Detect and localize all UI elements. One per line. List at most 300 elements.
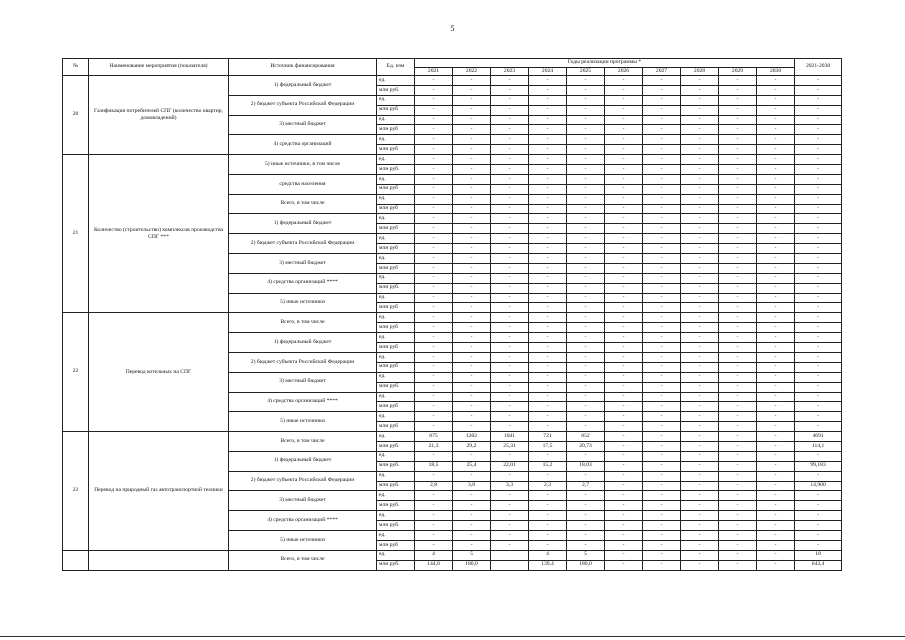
unit-cell: млн руб. [377,481,415,491]
financing-source: 3) местный бюджет [229,491,377,511]
year-value-cell: - [643,471,681,481]
year-value-cell: - [567,273,605,283]
unit-cell: млн руб. [377,461,415,471]
unit-cell: млн руб [377,125,415,135]
year-value-cell: 1202 [453,432,491,442]
unit-cell: млн руб [377,303,415,313]
year-value-cell: - [453,491,491,501]
year-value-cell: - [453,224,491,234]
year-value-cell: - [415,471,453,481]
year-value-cell: - [491,273,529,283]
year-value-cell: - [757,105,795,115]
year-value-cell: - [529,333,567,343]
year-value-cell: - [643,234,681,244]
year-value-cell: - [757,511,795,521]
financing-source: Всего, в том числе [229,432,377,452]
year-value-cell: - [415,362,453,372]
year-value-cell: - [453,135,491,145]
year-value-cell: - [491,362,529,372]
year-value-cell: 5 [567,550,605,560]
year-value-cell: - [643,76,681,86]
total-value-cell: - [795,352,842,362]
year-value-cell: - [567,95,605,105]
year-value-cell: - [453,125,491,135]
year-value-cell: - [681,560,719,570]
year-value-cell: - [415,303,453,313]
year-value-cell: - [643,422,681,432]
year-value-cell: - [491,521,529,531]
year-value-cell: - [757,95,795,105]
financing-source: 2) бюджет субъекта Российской Федерации [229,471,377,491]
year-value-cell: - [643,432,681,442]
year-value-cell: - [491,422,529,432]
year-value-cell: - [719,481,757,491]
year-value-cell: - [567,155,605,165]
year-value-cell: - [567,85,605,95]
year-value-cell: - [453,501,491,511]
year-value-cell: - [757,145,795,155]
year-value-cell: - [453,540,491,550]
year-value-cell: - [567,333,605,343]
total-value-cell: - [795,184,842,194]
year-value-cell: - [719,382,757,392]
year-value-cell: - [605,283,643,293]
year-value-cell: 1041 [491,432,529,442]
year-value-cell: - [757,461,795,471]
year-value-cell: - [605,501,643,511]
year-value-cell: - [681,214,719,224]
year-value-cell: - [605,155,643,165]
year-value-cell: - [415,283,453,293]
year-value-cell: - [491,194,529,204]
year-value-cell: - [567,511,605,521]
year-value-cell: - [567,293,605,303]
year-value-cell: - [453,313,491,323]
total-value-cell: - [795,382,842,392]
year-value-cell: 144,0 [415,560,453,570]
year-value-cell: - [529,184,567,194]
year-value-cell: - [491,263,529,273]
unit-cell: ед. [377,333,415,343]
year-value-cell: - [567,135,605,145]
year-value-cell: - [415,224,453,234]
unit-cell: ед. [377,372,415,382]
year-value-cell: - [643,560,681,570]
year-value-cell: - [491,372,529,382]
unit-cell: ед. [377,491,415,501]
year-value-cell: - [453,382,491,392]
year-value-cell: - [757,432,795,442]
year-value-cell: - [567,451,605,461]
year-value-cell: - [415,135,453,145]
year-value-cell: - [415,184,453,194]
year-value-cell: - [529,362,567,372]
year-value-cell: - [415,115,453,125]
year-value-cell: - [643,174,681,184]
year-value-cell: - [643,85,681,95]
unit-cell: млн руб. [377,165,415,175]
year-value-cell: - [757,422,795,432]
year-value-cell: 15,2 [529,461,567,471]
year-value-cell: - [757,155,795,165]
year-value-cell: - [491,214,529,224]
year-value-cell: - [757,165,795,175]
year-value-cell: - [605,293,643,303]
year-value-cell: - [567,165,605,175]
year-value-cell: - [681,540,719,550]
year-value-cell: - [605,313,643,323]
year-value-cell: - [605,145,643,155]
year-value-cell: - [605,224,643,234]
year-value-cell: 18,5 [415,461,453,471]
year-value-cell: - [567,412,605,422]
year-value-cell: 2,3 [529,481,567,491]
financing-source: 3) местный бюджет [229,115,377,135]
year-value-cell: - [453,392,491,402]
unit-cell: ед. [377,392,415,402]
header-year: 2025 [567,68,605,76]
year-value-cell: - [719,105,757,115]
year-value-cell: - [757,224,795,234]
year-value-cell: - [415,521,453,531]
year-value-cell: - [681,432,719,442]
year-value-cell: - [529,501,567,511]
year-value-cell: - [453,234,491,244]
year-value-cell: - [757,184,795,194]
year-value-cell: - [567,362,605,372]
total-value-cell: - [795,254,842,264]
total-value-cell: - [795,293,842,303]
year-value-cell: - [643,392,681,402]
unit-cell: ед. [377,293,415,303]
year-value-cell: - [491,451,529,461]
year-value-cell: - [719,343,757,353]
year-value-cell: - [719,85,757,95]
year-value-cell: - [529,224,567,234]
year-value-cell: - [719,392,757,402]
year-value-cell: - [415,412,453,422]
year-value-cell: - [719,224,757,234]
year-value-cell: - [529,343,567,353]
year-value-cell: - [719,323,757,333]
year-value-cell: - [567,303,605,313]
year-value-cell: - [719,471,757,481]
year-value-cell: - [643,511,681,521]
financing-source: 2) бюджет субъекта Российской Федерации [229,234,377,254]
year-value-cell: - [453,174,491,184]
year-value-cell: - [415,214,453,224]
year-value-cell: - [567,402,605,412]
year-value-cell: - [453,451,491,461]
year-value-cell: - [453,155,491,165]
unit-cell: млн руб [377,244,415,254]
year-value-cell: - [491,303,529,313]
year-value-cell: - [567,491,605,501]
year-value-cell: - [605,184,643,194]
unit-cell: млн руб [377,362,415,372]
year-value-cell: - [643,313,681,323]
unit-cell: млн руб [377,402,415,412]
year-value-cell: - [719,372,757,382]
year-value-cell: - [757,135,795,145]
year-value-cell: - [719,204,757,214]
unit-cell: млн руб [377,184,415,194]
year-value-cell: - [491,224,529,234]
total-value-cell: - [795,303,842,313]
year-value-cell: - [567,204,605,214]
year-value-cell: - [757,174,795,184]
year-value-cell: - [453,521,491,531]
year-value-cell: - [681,263,719,273]
year-value-cell: - [453,263,491,273]
total-value-cell: - [795,263,842,273]
year-value-cell: - [643,204,681,214]
year-value-cell: - [529,283,567,293]
year-value-cell: - [719,283,757,293]
year-value-cell: 4 [415,550,453,560]
year-value-cell: - [567,283,605,293]
year-value-cell: - [643,521,681,531]
total-value-cell: - [795,145,842,155]
financing-source: 4) средства организаций **** [229,392,377,412]
year-value-cell: - [605,343,643,353]
year-value-cell: - [529,313,567,323]
year-value-cell: - [719,451,757,461]
financing-source: 5) иные источники [229,293,377,313]
header-year: 2027 [643,68,681,76]
year-value-cell: 21,3 [415,441,453,451]
year-value-cell: - [643,372,681,382]
year-value-cell: - [491,343,529,353]
year-value-cell: - [719,135,757,145]
year-value-cell: - [681,115,719,125]
year-value-cell: - [757,362,795,372]
year-value-cell: - [605,392,643,402]
measure-number: 20 [63,76,89,155]
year-value-cell: - [719,76,757,86]
year-value-cell: - [453,283,491,293]
total-value-cell: - [795,451,842,461]
unit-cell: млн руб. [377,382,415,392]
year-value-cell: - [415,76,453,86]
year-value-cell: - [605,540,643,550]
year-value-cell: - [719,244,757,254]
year-value-cell: - [681,224,719,234]
year-value-cell: - [491,174,529,184]
year-value-cell: - [415,105,453,115]
year-value-cell: - [681,174,719,184]
year-value-cell: - [643,323,681,333]
year-value-cell: - [605,471,643,481]
year-value-cell: - [529,263,567,273]
unit-cell: ед. [377,550,415,560]
table-row [63,76,842,86]
year-value-cell: - [605,165,643,175]
year-value-cell: - [529,352,567,362]
year-value-cell: - [491,95,529,105]
total-value-cell: - [795,362,842,372]
year-value-cell: - [757,323,795,333]
year-value-cell: - [719,184,757,194]
year-value-cell: - [491,352,529,362]
year-value-cell: - [491,135,529,145]
year-value-cell: - [453,184,491,194]
total-value-cell: - [795,313,842,323]
year-value-cell: - [643,540,681,550]
year-value-cell: - [643,333,681,343]
year-value-cell: - [415,402,453,412]
year-value-cell: - [415,95,453,105]
year-value-cell: - [529,273,567,283]
year-value-cell: - [643,352,681,362]
year-value-cell: - [491,204,529,214]
year-value-cell: - [719,461,757,471]
total-value-cell: - [795,521,842,531]
unit-cell: ед. [377,432,415,442]
table-row [63,550,842,560]
year-value-cell: - [605,194,643,204]
header-year: 2024 [529,68,567,76]
unit-cell: млн руб. [377,441,415,451]
year-value-cell: - [681,471,719,481]
total-value-cell: - [795,135,842,145]
financing-source: 1) федеральный бюджет [229,451,377,471]
year-value-cell: - [605,125,643,135]
year-value-cell: - [719,95,757,105]
year-value-cell: - [757,244,795,254]
year-value-cell: - [643,412,681,422]
year-value-cell: - [605,441,643,451]
financing-source: 4) средства организаций **** [229,273,377,293]
year-value-cell: - [529,471,567,481]
year-value-cell: - [757,234,795,244]
year-value-cell: - [415,194,453,204]
program-table-sheet [62,58,839,628]
year-value-cell: - [491,313,529,323]
year-value-cell: - [453,412,491,422]
year-value-cell: - [605,303,643,313]
year-value-cell: - [719,214,757,224]
year-value-cell: - [567,105,605,115]
header-unit: Ед. изм [377,59,415,76]
total-value-cell: - [795,85,842,95]
unit-cell: млн руб [377,204,415,214]
unit-cell: ед. [377,530,415,540]
year-value-cell: - [681,481,719,491]
year-value-cell: - [605,85,643,95]
year-value-cell: - [681,234,719,244]
table-row [63,432,842,442]
header-years-caption: Годы реализации программы * [415,59,795,68]
year-value-cell: - [719,273,757,283]
year-value-cell: - [415,165,453,175]
year-value-cell [491,560,529,570]
year-value-cell: - [529,174,567,184]
year-value-cell: - [453,530,491,540]
year-value-cell: - [681,95,719,105]
year-value-cell: - [605,362,643,372]
year-value-cell: - [643,481,681,491]
financing-source: 3) местный бюджет [229,372,377,392]
unit-cell: ед. [377,234,415,244]
year-value-cell: - [643,214,681,224]
year-value-cell: - [567,115,605,125]
table-row [63,313,842,323]
year-value-cell: - [567,521,605,531]
year-value-cell: - [719,155,757,165]
year-value-cell: - [415,323,453,333]
year-value-cell: - [757,125,795,135]
year-value-cell: - [567,76,605,86]
year-value-cell: - [605,234,643,244]
total-value-cell: - [795,392,842,402]
year-value-cell: - [491,145,529,155]
year-value-cell: - [757,214,795,224]
year-value-cell: - [719,174,757,184]
year-value-cell: - [757,194,795,204]
unit-cell: млн руб. [377,283,415,293]
year-value-cell: - [453,105,491,115]
year-value-cell: - [757,115,795,125]
year-value-cell: - [605,95,643,105]
year-value-cell: - [605,402,643,412]
year-value-cell: - [681,372,719,382]
financing-source: Всего, в том числе [229,194,377,214]
year-value-cell: - [415,174,453,184]
year-value-cell: - [529,372,567,382]
year-value-cell: - [491,115,529,125]
year-value-cell: - [757,352,795,362]
year-value-cell: - [529,234,567,244]
year-value-cell: - [415,511,453,521]
total-value-cell: - [795,95,842,105]
year-value-cell: - [643,382,681,392]
year-value-cell: - [681,244,719,254]
unit-cell: ед. [377,95,415,105]
year-value-cell: - [719,303,757,313]
year-value-cell: - [757,263,795,273]
year-value-cell: - [757,273,795,283]
unit-cell: ед. [377,155,415,165]
year-value-cell: - [681,184,719,194]
year-value-cell: - [491,402,529,412]
year-value-cell: - [643,530,681,540]
table-body [63,76,842,571]
header-number: № [63,59,89,76]
total-value-cell: - [795,530,842,540]
year-value-cell: - [681,135,719,145]
unit-cell: ед. [377,511,415,521]
year-value-cell: - [719,530,757,540]
year-value-cell: - [719,333,757,343]
total-value-cell: - [795,343,842,353]
year-value-cell: - [491,323,529,333]
header-year: 2022 [453,68,491,76]
year-value-cell: - [681,145,719,155]
year-value-cell: - [453,76,491,86]
year-value-cell: - [415,204,453,214]
year-value-cell: - [643,145,681,155]
year-value-cell: - [415,263,453,273]
year-value-cell: - [567,323,605,333]
year-value-cell: - [757,293,795,303]
measure-name: Перевод котельных на СПГ [89,313,229,432]
year-value-cell: - [567,174,605,184]
year-value-cell: - [415,85,453,95]
unit-cell: млн руб. [377,560,415,570]
year-value-cell: - [681,530,719,540]
year-value-cell: - [681,550,719,560]
